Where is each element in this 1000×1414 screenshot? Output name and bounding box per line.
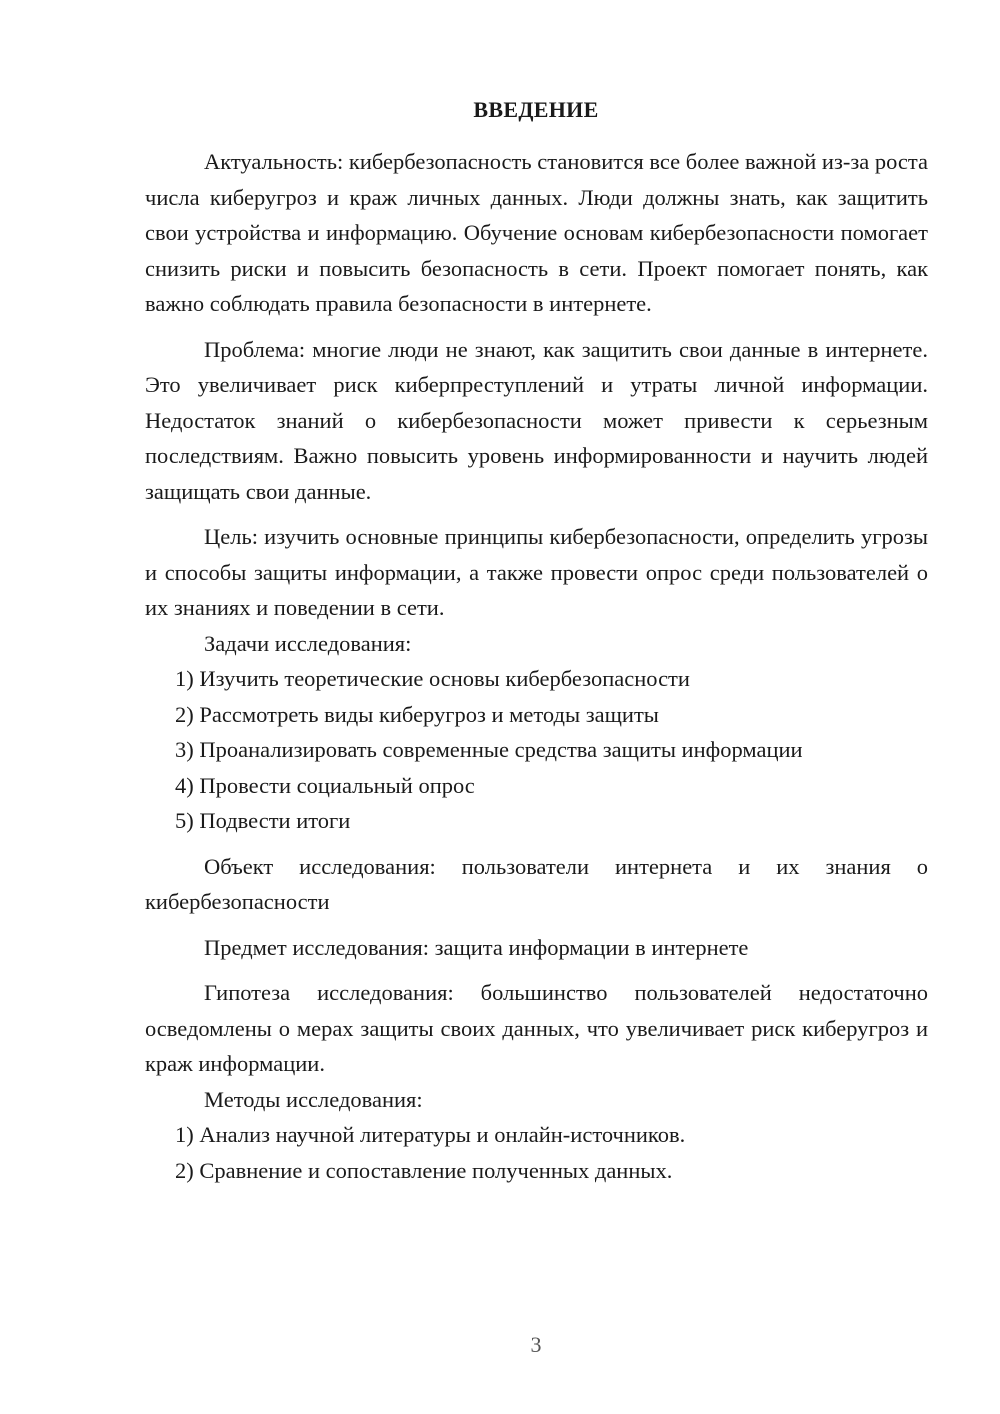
task-item-4: 4) Провести социальный опрос [175, 772, 475, 798]
page-title: ВВЕДЕНИЕ [473, 97, 599, 122]
task-item-3: 3) Проанализировать современные средства защиты информации [175, 737, 803, 762]
methods-heading: Методы исследования: [204, 1086, 423, 1112]
tasks-heading: Задачи исследования: [204, 630, 412, 656]
method-item-1: 1) Анализ научной литературы и онлайн-источников. [175, 1122, 686, 1147]
paragraph-subject: Предмет исследования: защита информации в интернете [204, 934, 749, 960]
method-item-2: 2) Сравнение и сопоставление полученных данных. [175, 1157, 673, 1183]
task-item-5: 5) Подвести итоги [175, 808, 351, 833]
task-item-2: 2) Рассмотреть виды киберугроз и методы защиты [175, 701, 659, 727]
paragraph-hypothesis: Гипотеза исследования: большинство пользователей недостаточно осведомлены о мерах защиты своих данных, что увеличивает риск киберугроз и краж информации. [145, 980, 928, 1076]
paragraph-object: Объект исследования: пользователи интернета и их знания о кибербезопасности [145, 853, 928, 914]
page-number: 3 [530, 1332, 542, 1357]
paragraph-problem: Проблема: многие люди не знают, как защитить свои данные в интернете. Это увеличивает риск киберпреступлений и утраты личной информации. Недостаток знаний о кибербезопасности может привести к серьезным последствиям. Важно повысить уровень информированности и научить людей защищать свои данные. [145, 336, 928, 504]
document-body [145, 144, 928, 1188]
paragraph-relevance: Актуальность: кибербезопасность становится все более важной из-за роста числа киберугроз и краж личных данных. Люди должны знать, как защитить свои устройства и информацию. Обучение основам кибербезопасности помогает снизить риски и повысить безопасность в сети. Проект помогает понять, как важно соблюдать правила безопасности в интернете. [145, 149, 928, 316]
task-item-1: 1) Изучить теоретические основы кибербезопасности [175, 666, 690, 691]
paragraph-goal: Цель: изучить основные принципы кибербезопасности, определить угрозы и способы защиты информации, а также провести опрос среди пользователей о их знаниях и поведении в сети. [145, 524, 928, 620]
